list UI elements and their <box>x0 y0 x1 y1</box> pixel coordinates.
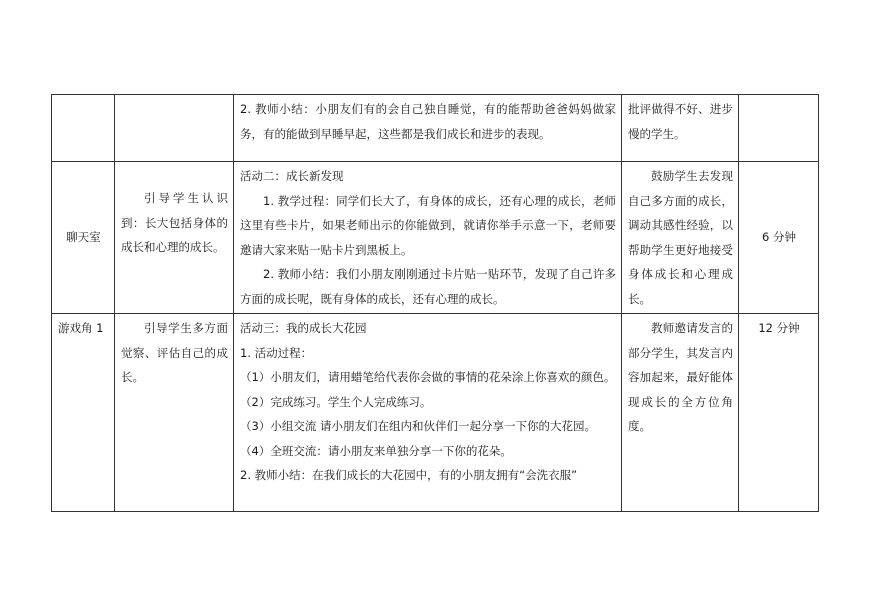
time-allocation: 6 分钟 <box>762 230 796 245</box>
content-paragraph: 1. 教学过程：同学们长大了，有身体的成长，还有心理的成长，老师这里有些卡片，如果老师出示的你能做到，就请你举手示意一下，老师要邀请大家来贴一贴卡片到黑板上。 <box>240 193 616 257</box>
content-paragraph: 2. 教师小结：我们小朋友刚刚通过卡片贴一贴环节，发现了自己许多方面的成长呢，既有身体的成长，还有心理的成长。 <box>240 267 616 306</box>
table-row <box>52 95 819 162</box>
segment-name-cell <box>52 95 115 162</box>
note-cell <box>622 95 739 162</box>
content-paragraph: （1）小朋友们，请用蜡笔给代表你会做的事情的花朵涂上你喜欢的颜色。 <box>240 370 616 384</box>
design-note: 鼓励学生去发现自己多方面的成长，调动其感性经验，以帮助学生更好地接受身体成长和心理成长。 <box>628 169 733 306</box>
lesson-plan-table <box>51 94 819 512</box>
segment-name-cell <box>52 162 115 314</box>
content-paragraph: （3）小组交流 请小朋友们在组内和伙伴们一起分享一下你的大花园。 <box>240 419 596 433</box>
note-cell <box>622 314 739 512</box>
design-note: 教师邀请发言的部分学生，其发言内容加起来，最好能体现成长的全方位角度。 <box>628 321 733 433</box>
content-paragraph: 2. 教师小结：小朋友们有的会自己独自睡觉，有的能帮助爸爸妈妈做家务，有的能做到早睡早起，这些都是我们成长和进步的表现。 <box>240 102 616 141</box>
activity-title: 活动二：成长新发现 <box>240 169 344 183</box>
content-paragraph: （2）完成练习。学生个人完成练习。 <box>240 394 432 409</box>
time-cell <box>739 162 819 314</box>
time-cell <box>739 314 819 512</box>
time-cell <box>739 95 819 162</box>
time-allocation <box>739 95 818 99</box>
table-row <box>52 314 819 512</box>
content-cell <box>234 162 622 314</box>
segment-name-cell <box>52 314 115 512</box>
segment-goal: 引导学生认识到：长大包括身体的成长和心理的成长。 <box>121 191 228 254</box>
content-paragraph: 2. 教师小结：在我们成长的大花园中，有的小朋友拥有“会洗衣服” <box>240 468 578 482</box>
goal-cell <box>115 95 234 162</box>
table-row <box>52 162 819 314</box>
time-allocation: 12 分钟 <box>758 321 800 335</box>
segment-goal <box>115 95 233 99</box>
content-cell <box>234 314 622 512</box>
segment-name <box>52 95 114 99</box>
content-paragraph: （4）全班交流：请小朋友来单独分享一下你的花朵。 <box>240 443 512 458</box>
lesson-plan-page <box>51 94 818 512</box>
note-cell <box>622 162 739 314</box>
segment-goal: 引导学生多方面觉察、评估自己的成长。 <box>121 321 228 384</box>
content-paragraph: 1. 活动过程： <box>240 345 313 360</box>
segment-name: 聊天室 <box>66 230 101 245</box>
goal-cell <box>115 314 234 512</box>
content-cell <box>234 95 622 162</box>
goal-cell <box>115 162 234 314</box>
segment-name: 游戏角 1 <box>58 321 104 335</box>
design-note: 批评做得不好、进步慢的学生。 <box>628 102 733 141</box>
activity-title: 活动三：我的成长大花园 <box>240 321 367 335</box>
